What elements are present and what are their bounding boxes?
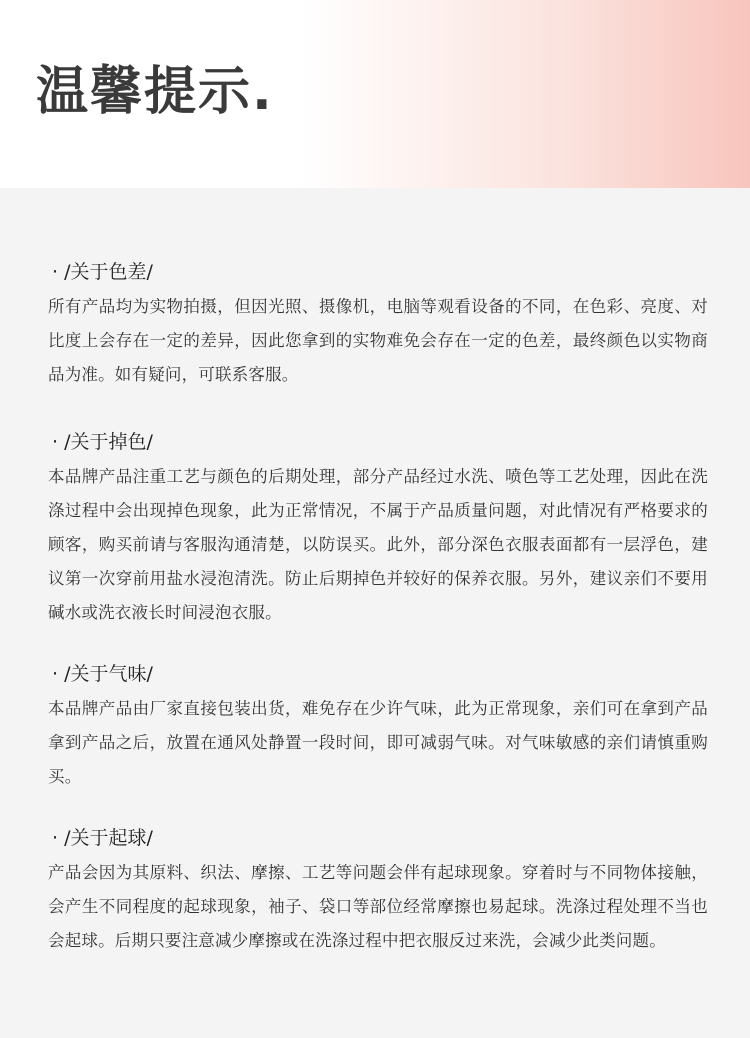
section-heading: · /关于气味/ — [52, 663, 153, 685]
section-heading: · /关于色差/ — [52, 261, 153, 283]
section-body: 产品会因为其原料、织法、摩擦、工艺等问题会伴有起球现象。穿着时与不同物体接触，会产生不同程度的起球现象，袖子、袋口等部位经常摩擦也易起球。洗涤过程处理不当也会起球。后期只要注意减少摩擦或在洗涤过程中把衣服反过来洗，会减少此类问题。 — [48, 863, 708, 950]
section-color-difference — [48, 258, 708, 392]
section-body: 本品牌产品注重工艺与颜色的后期处理，部分产品经过水洗、喷色等工艺处理，因此在洗涤过程中会出现掉色现象，此为正常情况，不属于产品质量问题，对此情况有严格要求的顾客，购买前请与客服沟通清楚，以防误买。此外，部分深色衣服表面都有一层浮色，建议第一次穿前用盐水浸泡清洗。防止后期掉色并较好的保养衣服。另外，建议亲们不要用碱水或洗衣液长时间浸泡衣服。 — [48, 467, 708, 622]
section-odor — [48, 660, 708, 794]
section-heading: · /关于掉色/ — [52, 431, 153, 453]
header-banner — [0, 0, 750, 188]
section-body: 本品牌产品由厂家直接包装出货，难免存在少许气味，此为正常现象，亲们可在拿到产品拿到产品之后，放置在通风处静置一段时间，即可减弱气味。对气味敏感的亲们请慎重购买。 — [48, 699, 708, 786]
section-body: 所有产品均为实物拍摄，但因光照、摄像机，电脑等观看设备的不同，在色彩、亮度、对比度上会存在一定的差异，因此您拿到的实物难免会存在一定的色差，最终颜色以实物商品为准。如有疑问，可联系客服。 — [48, 297, 708, 384]
section-pilling — [48, 824, 708, 958]
page-title: 温馨提示. — [36, 62, 274, 122]
section-color-fading — [48, 428, 708, 630]
notice-content — [0, 188, 750, 1038]
section-heading: · /关于起球/ — [52, 827, 153, 849]
